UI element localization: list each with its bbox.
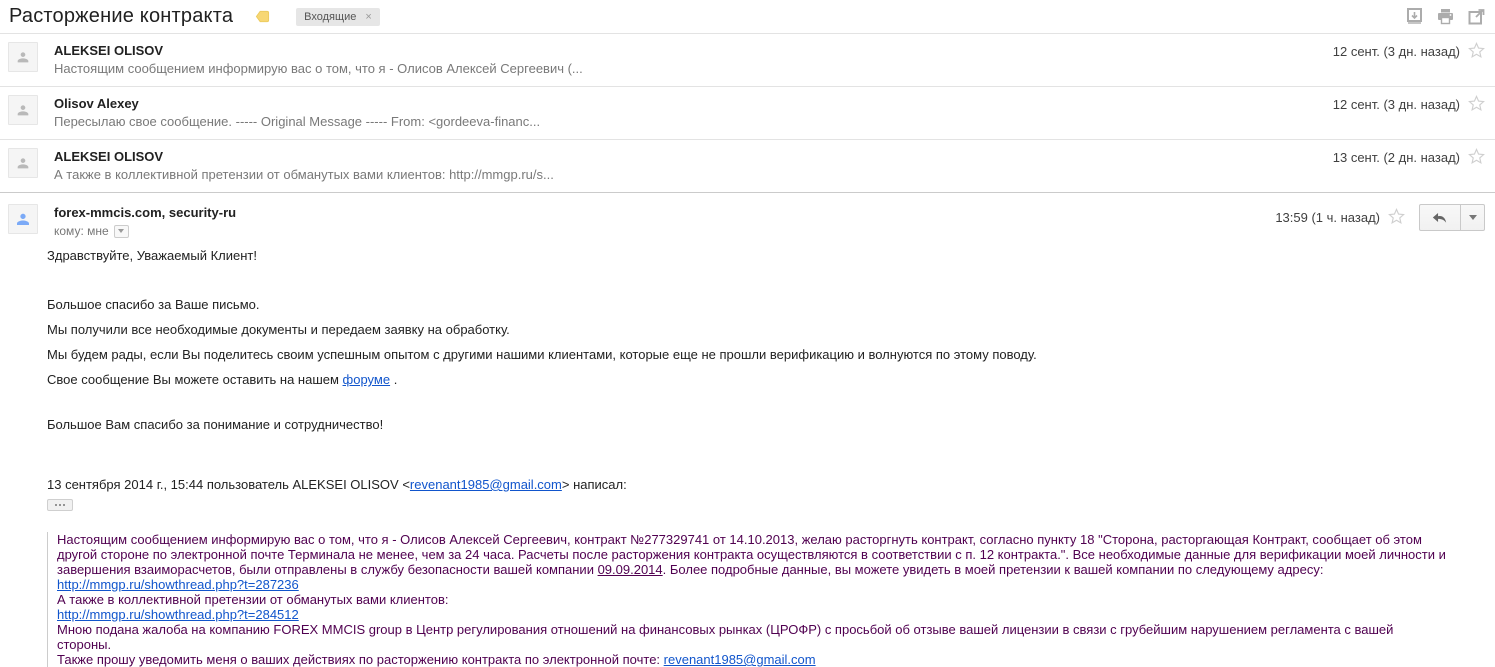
person-icon [15, 49, 31, 65]
body-paragraph: Мы будем рады, если Вы поделитесь своим успешным опытом с другими нашими клиентами, которые еще не прошли верификацию и волнуются по этому поводу. [47, 347, 1037, 362]
reply-options-button[interactable] [1461, 204, 1485, 231]
quote-attribution: 13 сентября 2014 г., 15:44 пользователь ALEKSEI OLISOV <revenant1985@gmail.com> написал: [47, 477, 627, 492]
collapsed-message-row[interactable] [0, 140, 1495, 193]
message-snippet: Пересылаю свое сообщение. ----- Original Message ----- From: <gordeeva-financ... [54, 114, 541, 129]
message-date: 13 сент. (2 дн. назад) [1332, 150, 1460, 165]
person-icon [15, 102, 31, 118]
message-time: 13:59 (1 ч. назад) [1275, 210, 1380, 225]
reply-arrow-icon [1432, 211, 1448, 224]
quote-paragraph: Мною подана жалоба на компанию FOREX MMCIS group в Центр регулирования отношений на финансовых рынках (ЦРОФР) с просьбой об отзыве вашей лицензии в связи с грубейшим нарушением регламента с вашей стороны. [57, 622, 1394, 652]
avatar [8, 204, 38, 234]
message-snippet: А также в коллективной претензии от обманутых вами клиентов: http://mmgp.ru/s... [54, 167, 554, 182]
claim-thread-link[interactable]: http://mmgp.ru/showthread.php?t=287236 [57, 577, 299, 592]
quote-paragraph: Настоящим сообщением информирую вас о том, что я - Олисов Алексей Сергеевич, контракт №277329741 от 14.10.2013, желаю расторгнуть контракт, согласно пункту 18 "Сторона, расторгающая Контракт, сообщает об этом другой стороне по электронной почте Терминала не менее, чем за 24 часа. Расчеты после расторжения контракта осуществляются в соответствии с п. 12 контракта.". Все необходимые данные для верификации моей личности и завершения взаиморасчетов, были отправлены в службу безопасности вашей компании 09.09.2014. Более подробные данные, вы можете увидеть в моей претензии к вашей компании по следующему адресу: [57, 532, 1446, 577]
body-paragraph: Большое спасибо за Ваше письмо. [47, 297, 260, 312]
star-icon[interactable] [1468, 42, 1485, 59]
collective-claim-link[interactable]: http://mmgp.ru/showthread.php?t=284512 [57, 607, 299, 622]
remove-label-icon[interactable]: × [365, 10, 372, 23]
page-title: Расторжение контракта [9, 5, 234, 27]
quote-paragraph: Также прошу уведомить меня о ваших действиях по расторжению контракта по электронной почте: revenant1985@gmail.com [57, 652, 816, 667]
thread-header [0, 0, 1495, 33]
sender-email-link[interactable]: revenant1985@gmail.com [409, 477, 562, 492]
person-icon [14, 210, 32, 228]
print-icon[interactable] [1437, 8, 1454, 25]
to-recipient-label: кому: мне [54, 224, 109, 238]
sender-name: ALEKSEI OLISOV [54, 149, 164, 164]
body-paragraph: Большое Вам спасибо за понимание и сотрудничество! [47, 417, 384, 432]
message-snippet: Настоящим сообщением информирую вас о том, что я - Олисов Алексей Сергеевич (... [54, 61, 583, 76]
collapsed-message-row[interactable] [0, 87, 1495, 140]
show-details-dropdown[interactable] [114, 225, 129, 238]
body-paragraph: Мы получили все необходимые документы и передаем заявку на обработку. [47, 322, 510, 337]
person-icon [15, 155, 31, 171]
thread-toolbar [1406, 8, 1485, 25]
collapsed-message-row[interactable] [0, 34, 1495, 87]
quote-paragraph: А также в коллективной претензии от обманутых вами клиентов: [57, 592, 449, 607]
body-greeting: Здравствуйте, Уважаемый Клиент! [47, 248, 257, 263]
message-date: 12 сент. (3 дн. назад) [1332, 97, 1460, 112]
chevron-down-icon [1469, 215, 1477, 220]
avatar [8, 42, 38, 72]
open-in-new-window-icon[interactable] [1468, 8, 1485, 25]
star-icon[interactable] [1468, 148, 1485, 165]
star-icon[interactable] [1468, 95, 1485, 112]
expand-all-icon[interactable] [1406, 8, 1423, 25]
sender-name: forex-mmcis.com, security-ru [54, 205, 237, 220]
expanded-message-header [0, 193, 1495, 238]
sent-date-underlined: 09.09.2014 [597, 562, 663, 577]
avatar [8, 148, 38, 178]
show-trimmed-content-button[interactable] [47, 499, 73, 511]
message-body [0, 247, 1495, 667]
avatar [8, 95, 38, 125]
inbox-label-text: Входящие [304, 10, 357, 23]
message-list [0, 33, 1495, 193]
inbox-label-chip[interactable] [296, 8, 380, 26]
message-date: 12 сент. (3 дн. назад) [1332, 44, 1460, 59]
label-tag-icon[interactable] [255, 9, 270, 24]
sender-name: Olisov Alexey [54, 96, 139, 111]
sender-name: ALEKSEI OLISOV [54, 43, 164, 58]
notify-email-link[interactable]: revenant1985@gmail.com [663, 652, 816, 667]
body-paragraph: Свое сообщение Вы можете оставить на нашем форуме . [47, 372, 398, 387]
star-icon[interactable] [1388, 208, 1405, 225]
reply-button-group [1419, 204, 1485, 231]
quoted-message [47, 532, 1450, 667]
reply-button[interactable] [1419, 204, 1461, 231]
chevron-down-icon [118, 229, 124, 233]
forum-link[interactable]: форуме [342, 372, 391, 387]
